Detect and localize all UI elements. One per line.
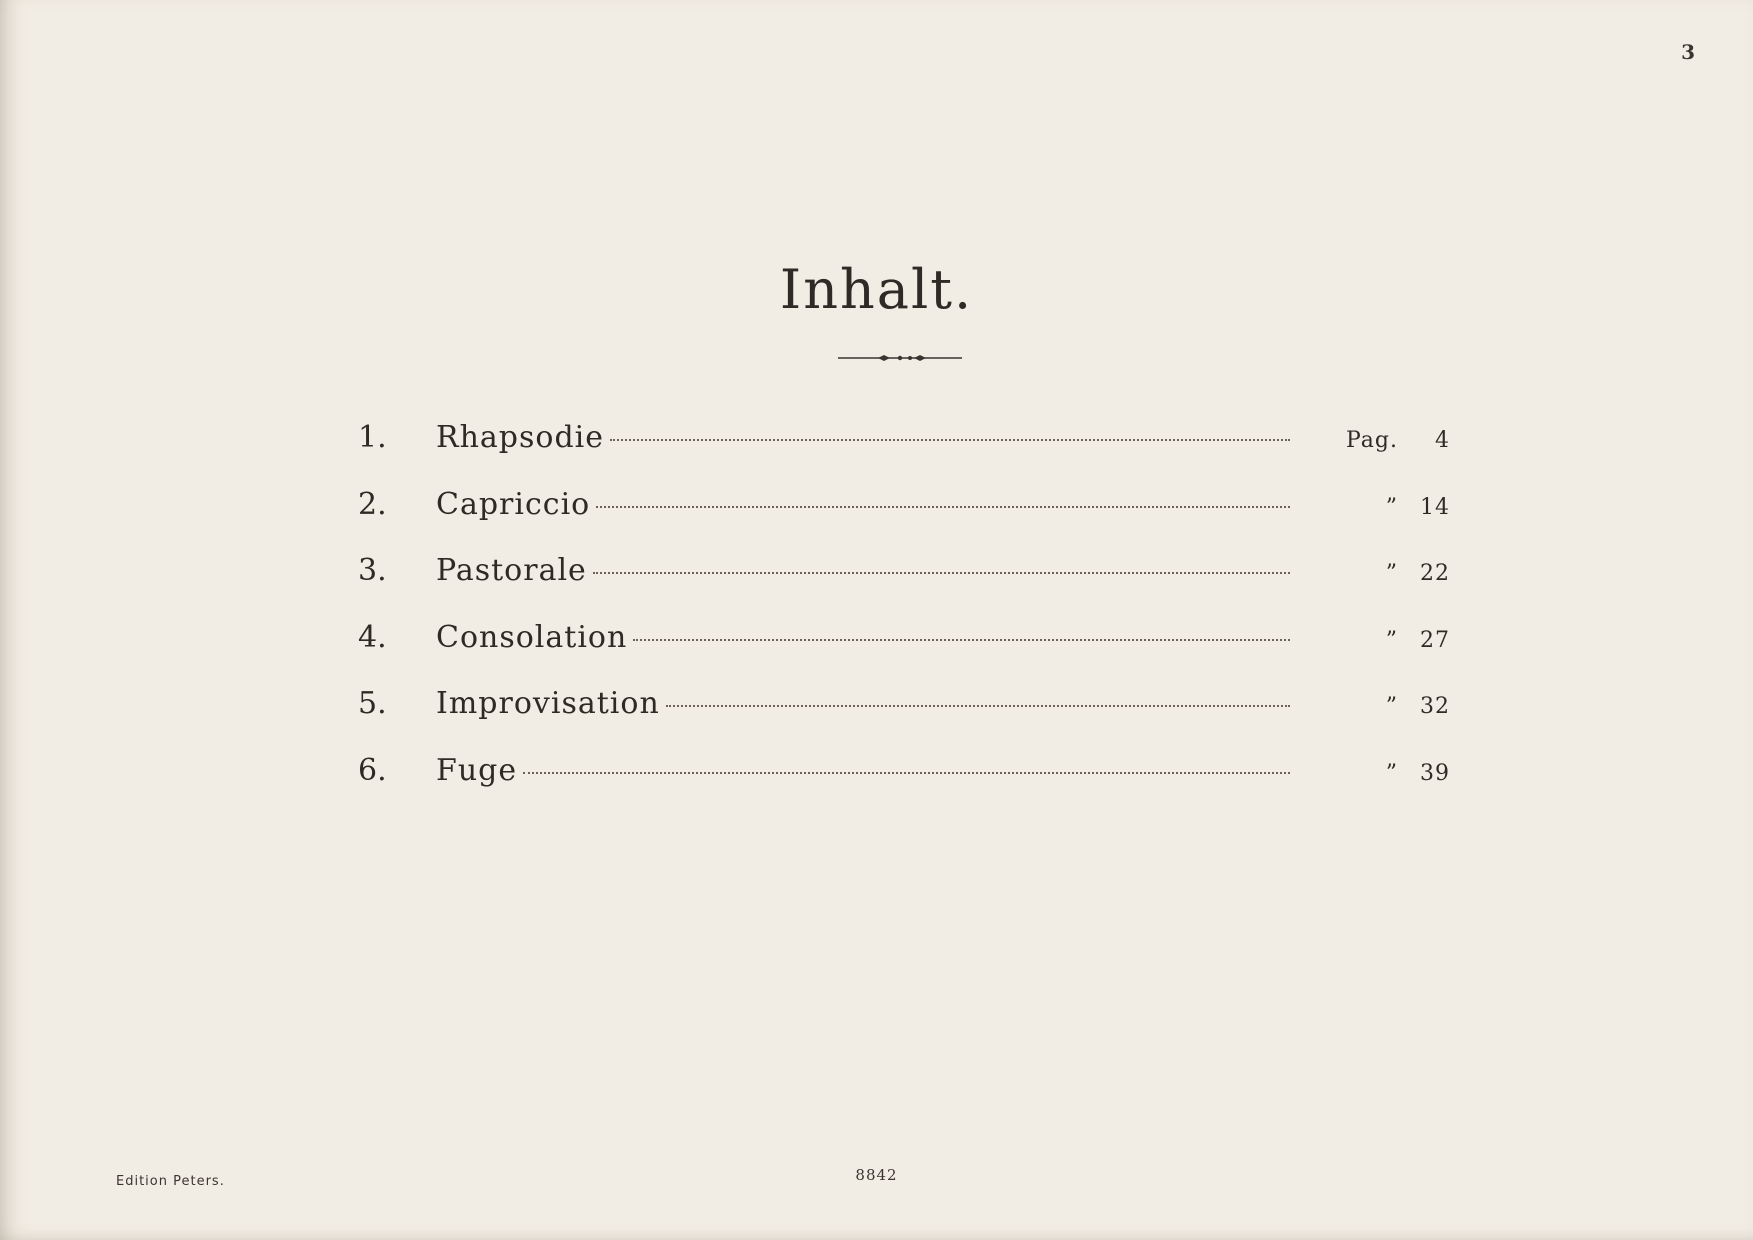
- toc-page-prefix: Pag.: [1345, 428, 1398, 453]
- toc-title: Improvisation: [436, 686, 660, 721]
- toc-number: 6.: [358, 752, 387, 788]
- dot-leader: [610, 439, 1290, 441]
- toc-page: 14: [1420, 494, 1450, 520]
- page-title: Inhalt.: [779, 258, 974, 321]
- toc-page-prefix: ”: [1385, 494, 1398, 520]
- publisher-imprint: Edition Peters.: [116, 1174, 225, 1189]
- toc-title: Capriccio: [436, 486, 591, 522]
- toc-entry-improvisation: [358, 686, 1450, 753]
- toc-page-prefix: ”: [1385, 627, 1398, 653]
- toc-title: Pastorale: [436, 553, 587, 588]
- toc-page: 32: [1420, 694, 1450, 719]
- toc-number: 5.: [358, 686, 387, 721]
- toc-page: 27: [1420, 627, 1450, 653]
- dot-leader: [596, 506, 1290, 508]
- dot-leader: [666, 705, 1290, 707]
- toc-page: 39: [1420, 760, 1450, 786]
- toc-entry-rhapsodie: [358, 420, 1450, 487]
- toc-title: Rhapsodie: [436, 420, 605, 455]
- toc-page-prefix: ”: [1385, 561, 1398, 586]
- toc-entry-pastorale: [358, 553, 1450, 620]
- toc-number: 3.: [358, 553, 387, 588]
- plate-number: 8842: [855, 1166, 898, 1184]
- toc-title: Fuge: [436, 752, 518, 788]
- toc-entry-consolation: [358, 620, 1450, 687]
- toc-entry-capriccio: [358, 487, 1450, 554]
- toc-page: 22: [1420, 561, 1450, 586]
- title-ornament: [838, 352, 962, 364]
- toc-number: 2.: [358, 486, 387, 522]
- page-number: 3: [1681, 40, 1695, 64]
- dot-leader: [593, 572, 1290, 574]
- toc-page: 4: [1435, 428, 1450, 453]
- toc-number: 1.: [358, 420, 387, 455]
- toc-page-prefix: ”: [1385, 760, 1398, 786]
- toc-number: 4.: [358, 619, 387, 655]
- toc-title: Consolation: [436, 619, 628, 655]
- dot-leader: [633, 639, 1290, 641]
- toc-page-prefix: ”: [1385, 694, 1398, 719]
- toc-entry-fuge: [358, 753, 1450, 820]
- table-of-contents: [358, 420, 1450, 819]
- dot-leader: [523, 772, 1290, 774]
